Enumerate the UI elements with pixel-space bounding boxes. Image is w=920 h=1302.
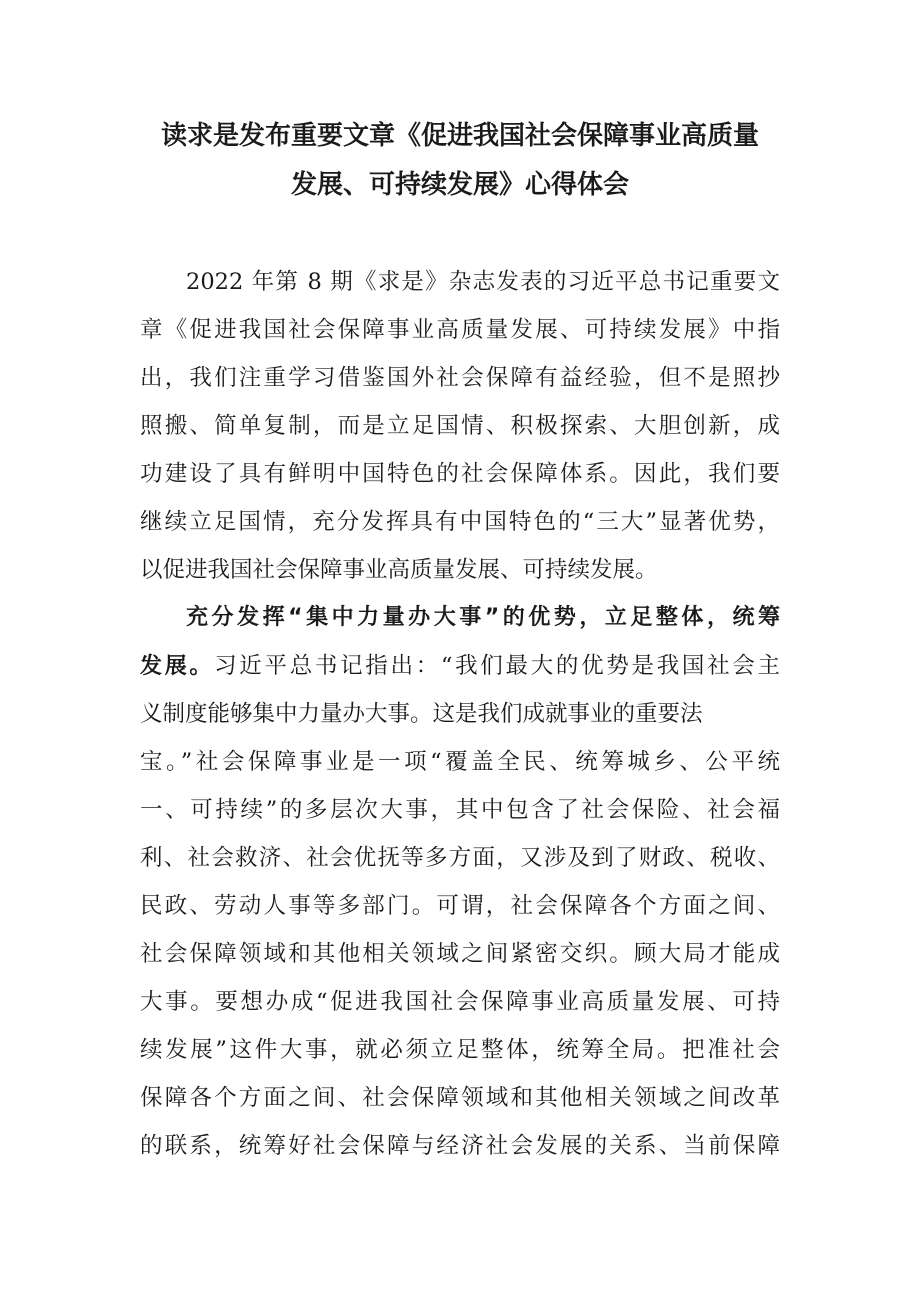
para2-line-2-text: 习近平总书记指出：“我们最大的优势是我国社会主 — [214, 653, 780, 679]
para1-line-6: 继续立足国情，充分发挥具有中国特色的“三大”显著优势， — [140, 509, 780, 535]
para2-line-4: 宝。”社会保障事业是一项“覆盖全民、统筹城乡、公平统 — [140, 749, 780, 775]
para2-heading-line-1: 充分发挥“集中力量办大事”的优势，立足整体，统筹 — [186, 605, 780, 630]
document-title — [120, 112, 800, 210]
para2-line-5: 一、可持续”的多层次大事，其中包含了社会保险、社会福 — [140, 797, 780, 823]
title-line-2: 发展、可持续发展》心得体会 — [290, 170, 629, 200]
para2-line-12: 的联系，统筹好社会保障与经济社会发展的关系、当前保障 — [140, 1133, 780, 1159]
para1-line-5: 功建设了具有鲜明中国特色的社会保障体系。因此，我们要 — [140, 461, 780, 487]
para2-line-10: 续发展”这件大事，就必须立足整体，统筹全局。把准社会 — [140, 1037, 780, 1063]
para1-line-4: 照搬、简单复制，而是立足国情、积极探索、大胆创新，成 — [140, 413, 780, 439]
para2-heading-line-2: 发展。 — [140, 654, 215, 679]
para1-line-7: 以促进我国社会保障事业高质量发展、可持续发展。 — [140, 557, 658, 583]
para2-line-6: 利、社会救济、社会优抚等多方面，又涉及到了财政、税收、 — [140, 845, 780, 871]
para1-line-3: 出，我们注重学习借鉴国外社会保障有益经验，但不是照抄 — [140, 365, 780, 391]
para2-line-3: 义制度能够集中力量办大事。这是我们成就事业的重要法 — [140, 701, 703, 727]
para2-line-7: 民政、劳动人事等多部门。可谓，社会保障各个方面之间、 — [140, 893, 780, 919]
para2-line-11: 保障各个方面之间、社会保障领域和其他相关领域之间改革 — [140, 1085, 780, 1111]
para1-line-2: 章《促进我国社会保障事业高质量发展、可持续发展》中指 — [140, 317, 780, 343]
para2-line-2 — [140, 651, 780, 682]
para2-line-9: 大事。要想办成“促进我国社会保障事业高质量发展、可持 — [140, 989, 780, 1015]
title-line-1: 读求是发布重要文章《促进我国社会保障事业高质量 — [160, 121, 759, 151]
para1-line-1: 2022 年第 8 期《求是》杂志发表的习近平总书记重要文 — [186, 269, 780, 295]
para2-line-8: 社会保障领域和其他相关领域之间紧密交织。顾大局才能成 — [140, 941, 780, 967]
